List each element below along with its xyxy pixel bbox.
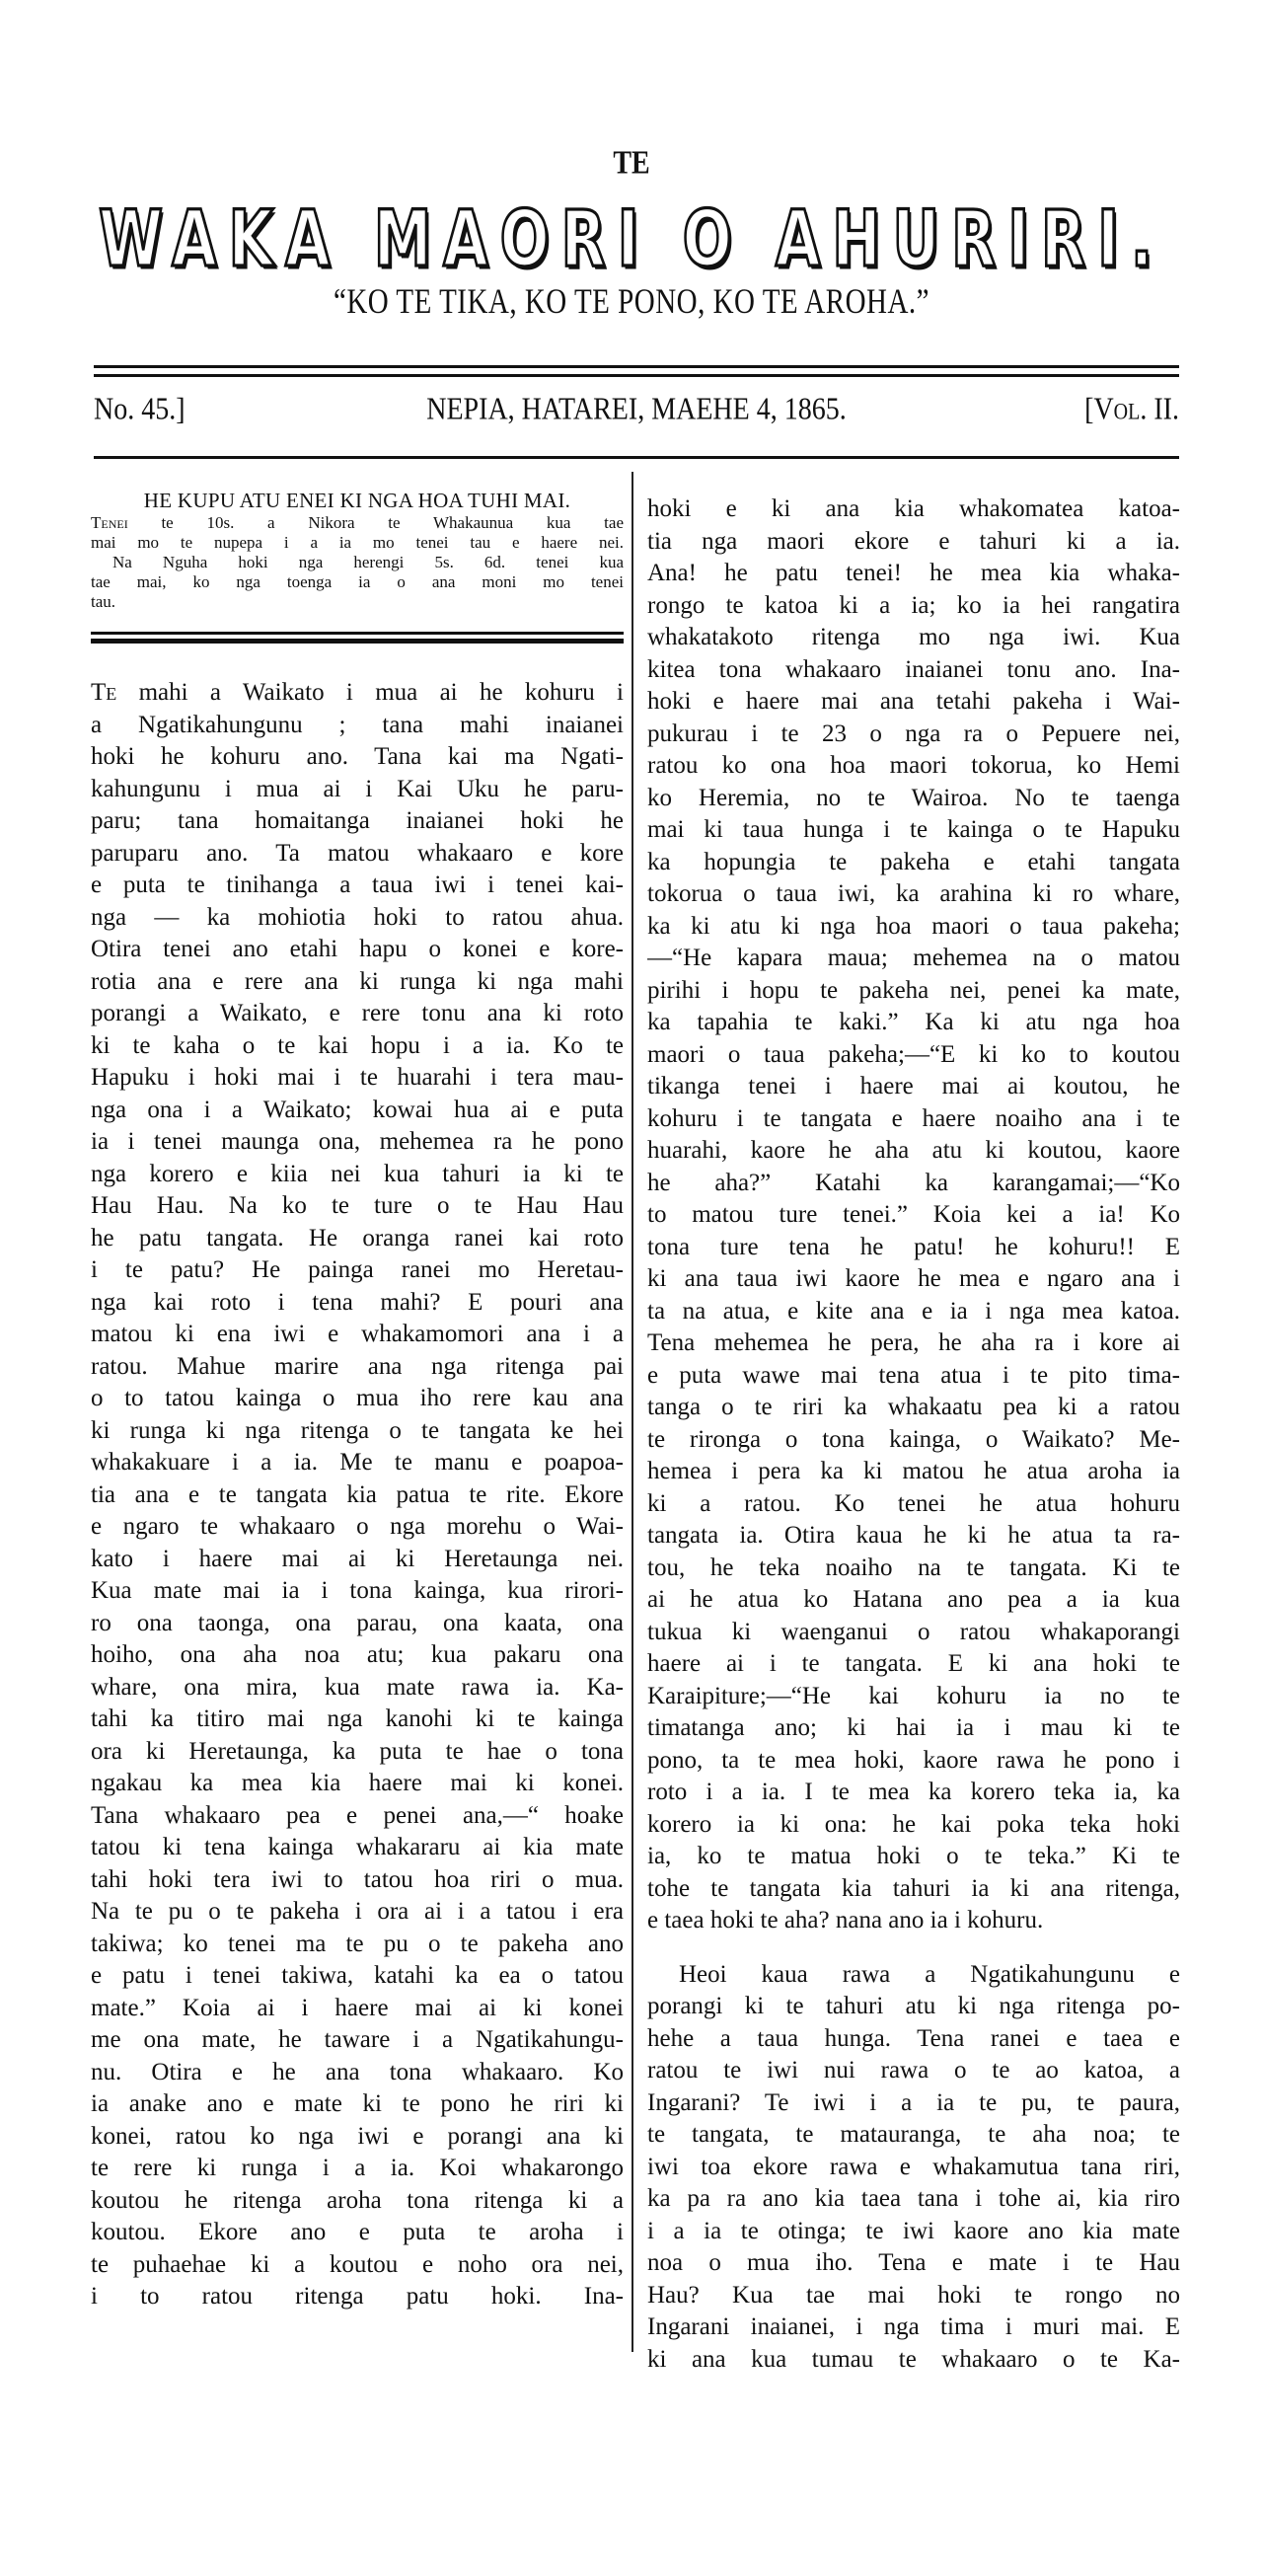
issue-number: No. 45.] xyxy=(94,392,186,427)
article-line: huarahi, kaore he aha atu ki koutou, kaore xyxy=(647,1137,1180,1164)
article-line: ora ki Heretaunga, ka puta te hae o tona xyxy=(91,1737,624,1765)
article-line: tahi ka titiro mai nga kanohi ki te kainga xyxy=(91,1705,624,1732)
masthead-rule-top xyxy=(94,365,1179,368)
article-paragraph xyxy=(647,493,1180,1937)
article-line: te rironga o tona kainga, o Waikato? Me- xyxy=(647,1425,1180,1453)
notice-rule xyxy=(91,632,624,635)
article-line: Karaipiture;—“He kai kohuru ia no te xyxy=(647,1682,1180,1709)
article-line: tia ana e te tangata kia patua te rite. Ekore xyxy=(91,1480,624,1508)
article-line: e ngaro te whakaaro o nga morehu o Wai- xyxy=(91,1513,624,1540)
article-line: kohuru i te tangata e haere noaiho ana i te xyxy=(647,1104,1180,1132)
paragraph-gap xyxy=(647,1937,1180,1959)
article-line: pirihi i hopu te pakeha nei, penei ka mate, xyxy=(647,976,1180,1004)
article-left-text xyxy=(91,677,624,2313)
article-line: ro ona taonga, ona parau, ona kaata, ona xyxy=(91,1609,624,1636)
article-line: nga ona i a Waikato; kowai hua ai e puta xyxy=(91,1096,624,1123)
right-column xyxy=(647,493,1180,2376)
article-line: te puhaehae ki a koutou e noho ora nei, xyxy=(91,2250,624,2278)
article-line: kahungunu i mua ai i Kai Uku he paru- xyxy=(91,775,624,802)
line-text: mahi a Waikato i mua ai he kohuru i xyxy=(116,679,624,706)
masthead-title-block xyxy=(99,193,1164,284)
article-line: ka tapahia te kaki.” Ka ki atu nga hoa xyxy=(647,1009,1180,1035)
masthead-pre-title: TE xyxy=(613,144,650,182)
article-line: he patu tangata. He oranga ranei kai roto xyxy=(91,1224,624,1251)
article-line: mai ki taua hunga i te kainga o te Hapuku xyxy=(647,816,1180,843)
newspaper-title: WAKA MAORI O AHURIRI. xyxy=(99,193,1164,284)
article-line: matou ki ena iwi e whakamomori ana i a xyxy=(91,1321,624,1347)
article-line: Hau Hau. Na ko te ture o te Hau Hau xyxy=(91,1192,624,1219)
article-line: tahi hoki tera iwi to tatou hoa riri o mua. xyxy=(91,1865,624,1893)
article-line: Na te pu o te pakeha i ora ai i a tatou i era xyxy=(91,1898,624,1925)
article-line: Heoi kaua rawa a Ngatikahungunu e xyxy=(679,1960,1180,1988)
article-line: tou, he teka noaiho na te tangata. Ki te xyxy=(647,1553,1180,1581)
article-line: whakatakoto ritenga mo nga iwi. Kua xyxy=(647,624,1180,650)
article-line: porangi ki te tahuri atu ki nga ritenga po- xyxy=(647,1993,1180,2019)
article-line: i a ia te otinga; te iwi kaore ano kia mate xyxy=(647,2217,1180,2244)
lead-word: Te xyxy=(91,679,117,706)
article-line: whakakuare i a ia. Me te manu e poapoa- xyxy=(91,1449,624,1476)
line-text: te 10s. a Nikora te Whakaunua kua tae xyxy=(127,513,624,532)
lead-word: Tenei xyxy=(91,513,128,532)
article-line: tukua ki waenganui o ratou whakaporangi xyxy=(647,1618,1180,1645)
article-line: takiwa; ko tenei ma te pu o te pakeha ano xyxy=(91,1930,624,1957)
article-line: a Ngatikahungunu ; tana mahi inaianei xyxy=(91,711,624,738)
article-line: Ingarani inaianei, i nga tima i muri mai. E xyxy=(647,2313,1180,2340)
article-line: paru; tana homaitanga inaianei hoki he xyxy=(91,807,624,834)
article-line: whare, ona mira, kua mate rawa ia. Ka- xyxy=(91,1673,624,1701)
article-line: kitea tona whakaaro inaianei tonu ano. Ina- xyxy=(647,655,1180,683)
article-line: hoiho, ona aha noa atu; kua pakaru ona xyxy=(91,1641,624,1668)
article-line: hoki e ki ana kia whakomatea katoa- xyxy=(647,495,1180,522)
issue-rule xyxy=(94,456,1179,459)
article-line: hoki e haere mai ana tetahi pakeha i Wai- xyxy=(647,688,1180,715)
article-line: noa o mua iho. Tena e mate i te Hau xyxy=(647,2249,1180,2276)
article-line: ki te kaha o te kai hopu i a ia. Ko te xyxy=(91,1031,624,1059)
article-line: ratou ko ona hoa maori tokorua, ko Hemi xyxy=(647,752,1180,779)
article-line: iwi toa ekore rawa e whakamutua tana riri, xyxy=(647,2153,1180,2180)
article-line: ka pa ra ano kia taea tana i tohe ai, kia riro xyxy=(647,2185,1180,2212)
article-line: ki ana taua iwi kaore he mea e ngaro ana i xyxy=(647,1265,1180,1292)
article-line: ko Heremia, no te Wairoa. No te taenga xyxy=(647,784,1180,811)
article-line: e patu i tenei takiwa, katahi ka ea o tatou xyxy=(91,1962,624,1989)
article-line: tohe te tangata kia tahuri ia ki ana ritenga, xyxy=(647,1874,1180,1902)
notice-line: tau. xyxy=(91,592,116,611)
notice-line: mai mo te nupepa i a ia mo tenei tau e haere nei. xyxy=(91,533,624,552)
notice-rule-thick xyxy=(91,639,624,644)
article-line: ka ki atu ki nga hoa maori o taua pakeha; xyxy=(647,912,1180,940)
article-line: ratou. Mahue marire ana nga ritenga pai xyxy=(91,1352,624,1380)
article-line: Hau? Kua tae mai hoki te rongo no xyxy=(647,2281,1180,2309)
article-line: he aha?” Katahi ka karangamai;—“Ko xyxy=(647,1169,1180,1196)
article-line: timatanga ano; ki hai ia i mau ki te xyxy=(647,1714,1180,1741)
article-line: ngakau ka mea kia haere mai ki konei. xyxy=(91,1770,624,1796)
article-line: me ona mate, he taware i a Ngatikahungu- xyxy=(91,2026,624,2053)
article-line: nga korero e kiia nei kua tahuri ia ki te xyxy=(91,1160,624,1187)
article-line xyxy=(91,677,624,710)
issue-line xyxy=(94,392,1179,437)
article-paragraph xyxy=(647,1959,1180,2377)
article-line: Hapuku i hoki mai i te huarahi i tera mau- xyxy=(91,1064,624,1091)
issue-dateline: NEPIA, HATAREI, MAEHE 4, 1865. xyxy=(426,392,847,427)
article-line: Kua mate mai ia i tona kainga, kua rirori- xyxy=(91,1577,624,1604)
notice-line: Na Nguha hoki nga herengi 5s. 6d. tenei kua xyxy=(112,553,624,571)
article-line: haere ai i te tangata. E ki ana hoki te xyxy=(647,1650,1180,1677)
article-line: Tena mehemea he pera, he aha ra i kore ai xyxy=(647,1329,1180,1356)
article-line: Ana! he patu tenei! he mea kia whaka- xyxy=(647,560,1180,586)
article-line: ai he atua ko Hatana ano pea a ia kua xyxy=(647,1586,1180,1613)
article-line: to matou ture tenei.” Koia kei a ia! Ko xyxy=(647,1201,1180,1228)
article-line: tona ture tena he patu! he kohuru!! E xyxy=(647,1233,1180,1260)
article-line: hoki he kohuru ano. Tana kai ma Ngati- xyxy=(91,743,624,770)
left-column xyxy=(91,488,624,2313)
article-line: tatou ki tena kainga whakararu ai kia mate xyxy=(91,1834,624,1860)
article-line: tia nga maori ekore e tahuri ki a ia. xyxy=(647,527,1180,555)
article-line: paruparu ano. Ta matou whakaaro e kore xyxy=(91,839,624,867)
notice-line: tae mai, ko nga toenga ia o ana moni mo tenei xyxy=(91,572,624,591)
masthead-motto: “KO TE TIKA, KO TE PONO, KO TE AROHA.” xyxy=(333,281,930,322)
article-line: te tangata, te matauranga, te aha noa; te xyxy=(647,2121,1180,2148)
article-line: ia, ko te matua hoki o te teka.” Ki te xyxy=(647,1843,1180,1869)
article-line: ki a ratou. Ko tenei he atua hohuru xyxy=(647,1489,1180,1517)
article-line: konei, ratou ko nga iwi e porangi ana ki xyxy=(91,2122,624,2150)
article-line: Ingarani? Te iwi i a ia te pu, te paura, xyxy=(647,2088,1180,2116)
notice-line xyxy=(91,513,624,533)
article-line: e puta wawe mai tena atua i te pito tima- xyxy=(647,1361,1180,1389)
article-line: e puta te tinihanga a taua iwi i tenei kai- xyxy=(91,871,624,898)
article-line: Otira tenei ano etahi hapu o konei e kore- xyxy=(91,936,624,962)
article-line: rongo te katoa ki a ia; ko ia hei rangatira xyxy=(647,591,1180,619)
article-line: koutou. Ekore ano e puta te aroha i xyxy=(91,2219,624,2245)
article-line: koutou he ritenga aroha tona ritenga ki a xyxy=(91,2186,624,2214)
article-line: mate.” Koia ai i haere mai ai ki konei xyxy=(91,1994,624,2021)
article-line: tangata ia. Otira kaua he ki he atua ta ra- xyxy=(647,1522,1180,1549)
article-line: maori o taua pakeha;—“E ki ko to koutou xyxy=(647,1040,1180,1068)
article-line: ia anake ano e mate ki te pono he riri ki xyxy=(91,2090,624,2117)
article-line: tokorua o taua iwi, ka arahina ki ro whare, xyxy=(647,880,1180,907)
notice-body xyxy=(91,513,624,612)
article-line: nu. Otira e he ana tona whakaaro. Ko xyxy=(91,2058,624,2085)
article-line: i to ratou ritenga patu hoki. Ina- xyxy=(91,2283,624,2310)
article-line: porangi a Waikato, e rere tonu ana ki roto xyxy=(91,1000,624,1026)
issue-volume: [Vol. II. xyxy=(1084,392,1179,427)
article-line: ki ana kua tumau te whakaaro o te Ka- xyxy=(647,2345,1180,2373)
article-line: te rere ki runga i a ia. Koi whakarongo xyxy=(91,2155,624,2181)
article-line: nga — ka mohiotia hoki to ratou ahua. xyxy=(91,903,624,931)
article-line: roto i a ia. I te mea ka korero teka ia, ka xyxy=(647,1779,1180,1805)
article-line: rotia ana e rere ana ki runga ki nga mahi xyxy=(91,967,624,995)
article-line: korero ia ki ona: he kai poka teka hoki xyxy=(647,1810,1180,1838)
article-line: hehe a taua hunga. Tena ranei e taea e xyxy=(647,2024,1180,2052)
article-line: pono, ta te mea hoki, kaore rawa he pono i xyxy=(647,1746,1180,1774)
article-line: ki runga ki nga ritenga o te tangata ke hei xyxy=(91,1416,624,1444)
article-line: tanga o te riri ka whakaatu pea ki a ratou xyxy=(647,1394,1180,1420)
article-line: ta na atua, e kite ana e ia i nga mea katoa. xyxy=(647,1297,1180,1325)
article-line: pukurau i te 23 o nga ra o Pepuere nei, xyxy=(647,720,1180,747)
masthead-rule-bottom xyxy=(94,374,1179,377)
article-line: hemea i pera ka ki matou he atua aroha ia xyxy=(647,1458,1180,1484)
article-line: nga kai roto i tena mahi? E pouri ana xyxy=(91,1288,624,1316)
article-line: o to tatou kainga o mua iho rere kau ana xyxy=(91,1385,624,1411)
column-divider xyxy=(632,472,633,2352)
article-line: Tana whakaaro pea e penei ana,—“ hoake xyxy=(91,1801,624,1829)
article-line: tikanga tenei i haere mai ai koutou, he xyxy=(647,1073,1180,1099)
notice-heading: HE KUPU ATU ENEI KI NGA HOA TUHI MAI. xyxy=(143,489,571,512)
article-line: ratou te iwi nui rawa o te ao katoa, a xyxy=(647,2057,1180,2084)
article-line: kato i haere mai ai ki Heretaunga nei. xyxy=(91,1545,624,1572)
article-line: e taea hoki te aha? nana ano ia i kohuru. xyxy=(647,1907,1044,1933)
article-line: i te patu? He painga ranei mo Heretau- xyxy=(91,1256,624,1283)
article-line: ka hopungia te pakeha e etahi tangata xyxy=(647,848,1180,875)
article-line: —“He kapara maua; mehemea na o matou xyxy=(647,945,1180,971)
article-line: ia i tenei maunga ona, mehemea ra he pono xyxy=(91,1128,624,1155)
